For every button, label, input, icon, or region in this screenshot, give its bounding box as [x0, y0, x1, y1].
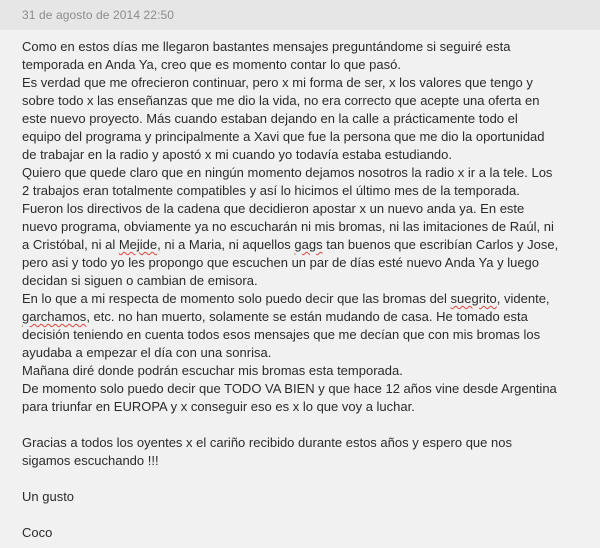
note-text: , vidente, [496, 291, 550, 306]
misspelled-word: garchamos [22, 309, 87, 324]
note-text: Gracias a todos los oyentes x el cariño recibido durante estos años y espero que nos sigamos escuchando !!! [22, 435, 512, 468]
misspelled-word: Mejide [118, 237, 158, 252]
note-date: 31 de agosto de 2014 22:50 [22, 8, 175, 22]
note-header [0, 0, 600, 30]
note-paragraph [22, 74, 594, 164]
note-text: Quiero que quede claro que en ningún momento dejamos nosotros la radio x ir a la tele. Los 2 trabajos eran totalmente compatibles y así lo hicimos el último mes de la temporada. [22, 165, 553, 198]
note-text: , ni a Maria, ni aquellos [157, 237, 295, 252]
note-text: De momento solo puedo decir que TODO VA BIEN y que hace 12 años vine desde Argentina para triunfar en EUROPA y x conseguir eso es x lo que voy a luchar. [22, 381, 557, 414]
note-text: Es verdad que me ofrecieron continuar, pero x mi forma de ser, x los valores que tengo y sobre todo x las enseñanzas que me dio la vida, no era correcto que acepte una oferta en este nuevo proyecto. Más cuando estaban dejando en la calle a prácticamente todo el equipo del programa y principalmente a Xavi que fue la persona que me dio la oportunidad de trabajar en la radio y apostó x mi cuando yo todavía estaba estudiando. [22, 75, 545, 162]
note-paragraph [22, 416, 594, 434]
note-text: Coco [22, 525, 53, 540]
note-text: Mañana diré donde podrán escuchar mis bromas esta temporada. [22, 363, 403, 378]
note-paragraph [22, 200, 594, 290]
note-text: Como en estos días me llegaron bastantes mensajes preguntándome si seguiré esta temporada en Anda Ya, creo que es momento contar lo que pasó. [22, 39, 511, 72]
misspelled-word: gags [294, 237, 323, 252]
note-editor[interactable] [0, 30, 600, 548]
note-paragraph [22, 362, 594, 380]
note-paragraph [22, 290, 594, 362]
note-paragraph [22, 380, 594, 416]
note-text: Fueron los directivos de la cadena que decidieron apostar x un nuevo anda ya. En este nuevo programa, obviamente ya no escucharán ni mis bromas, ni las imitaciones de Raúl, ni a Cristóbal, ni al [22, 201, 554, 252]
note-paragraph [22, 434, 594, 470]
note-text: tan buenos que escribían Carlos y Jose, pero asi y todo yo les propongo que escuchen un par de días esté nuevo Anda Ya y luego decidan si siguen o cambian de emisora. [22, 237, 559, 288]
note-paragraph [22, 38, 594, 74]
note-text: Un gusto [22, 489, 75, 504]
note-text: , etc. no han muerto, solamente se están mudando de casa. He tomado esta decisión teniendo en cuenta todos esos mensajes que me decían que con mis bromas los ayudaba a empezar el día con una sonrisa. [22, 309, 541, 360]
note-paragraph [22, 164, 594, 200]
misspelled-word: suegrito [450, 291, 497, 306]
note-paragraph [22, 470, 594, 488]
note-text: En lo que a mi respecta de momento solo puedo decir que las bromas del [22, 291, 451, 306]
note-body-text[interactable] [22, 38, 594, 542]
note-paragraph [22, 488, 594, 506]
note-paragraph [22, 524, 594, 542]
note-paragraph [22, 506, 594, 524]
